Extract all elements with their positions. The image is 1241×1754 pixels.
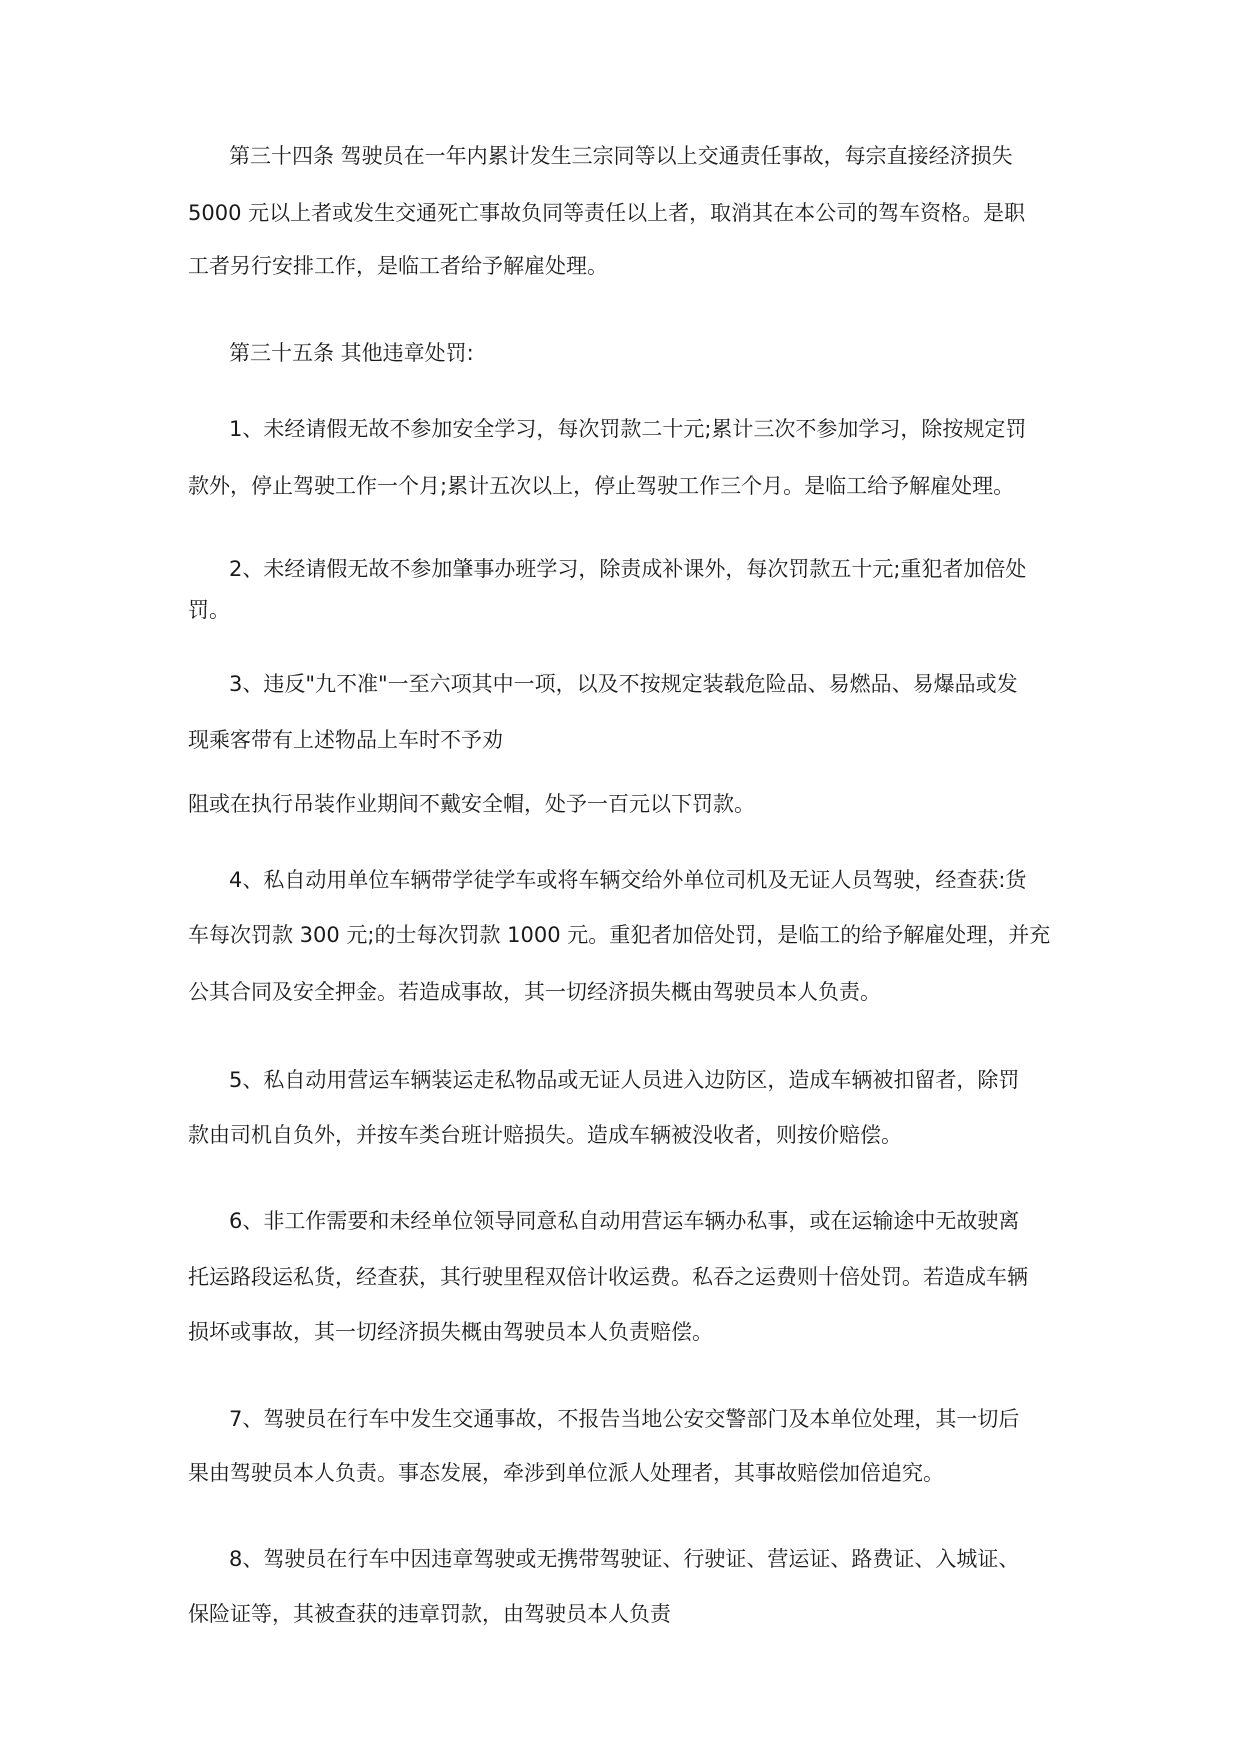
paragraph-4-line-1: 2、未经请假无故不参加肇事办班学习，除责成补课外，每次罚款五十元;重犯者加倍处 [229,557,1027,581]
paragraph-11-line-2: 保险证等，其被查获的违章罚款，由驾驶员本人负责 [188,1602,671,1626]
paragraph-8-line-2: 款由司机自负外，并按车类台班计赔损失。造成车辆被没收者，则按价赔偿。 [188,1123,902,1147]
paragraph-10-line-1: 7、驾驶员在行车中发生交通事故，不报告当地公安交警部门及本单位处理，其一切后 [229,1407,1020,1431]
paragraph-9-line-1: 6、非工作需要和未经单位领导同意私自动用营运车辆办私事，或在运输途中无故驶离 [229,1209,1020,1233]
paragraph-6-line-1: 阻或在执行吊装作业期间不戴安全帽，处予一百元以下罚款。 [188,792,755,816]
paragraph-3-line-1: 1、未经请假无故不参加安全学习，每次罚款二十元;累计三次不参加学习，除按规定罚 [229,417,1027,441]
paragraph-1-line-2: 5000 元以上者或发生交通死亡事故负同等责任以上者，取消其在本公司的驾车资格。是职 [188,201,1026,225]
paragraph-7-line-1: 4、私自动用单位车辆带学徒学车或将车辆交给外单位司机及无证人员驾驶，经查获:货 [229,868,1027,892]
paragraph-5-line-1: 3、违反"九不准"一至六项其中一项，以及不按规定装载危险品、易燃品、易爆品或发 [229,672,1018,696]
paragraph-1-line-3: 工者另行安排工作，是临工者给予解雇处理。 [188,254,608,278]
paragraph-1-line-1: 第三十四条 驾驶员在一年内累计发生三宗同等以上交通责任事故，每宗直接经济损失 [229,144,1013,168]
paragraph-10-line-2: 果由驾驶员本人负责。事态发展，牵涉到单位派人处理者，其事故赔偿加倍追究。 [188,1461,944,1485]
paragraph-11-line-1: 8、驾驶员在行车中因违章驾驶或无携带驾驶证、行驶证、营运证、路费证、入城证、 [229,1547,1020,1571]
paragraph-7-line-3: 公其合同及安全押金。若造成事故，其一切经济损失概由驾驶员本人负责。 [188,980,881,1004]
paragraph-9-line-2: 托运路段运私货，经查获，其行驶里程双倍计收运费。私吞之运费则十倍处罚。若造成车辆 [188,1265,1028,1289]
paragraph-7-line-2: 车每次罚款 300 元;的士每次罚款 1000 元。重犯者加倍处罚，是临工的给予解雇处理，并充 [188,923,1051,947]
paragraph-5-line-2: 现乘客带有上述物品上车时不予劝 [188,728,503,752]
paragraph-2-line-1: 第三十五条 其他违章处罚: [229,341,474,365]
paragraph-8-line-1: 5、私自动用营运车辆装运走私物品或无证人员进入边防区，造成车辆被扣留者，除罚 [229,1068,1020,1092]
paragraph-4-line-2: 罚。 [188,598,230,622]
paragraph-3-line-2: 款外，停止驾驶工作一个月;累计五次以上，停止驾驶工作三个月。是临工给予解雇处理。 [188,474,1015,498]
paragraph-9-line-3: 损坏或事故，其一切经济损失概由驾驶员本人负责赔偿。 [188,1320,713,1344]
